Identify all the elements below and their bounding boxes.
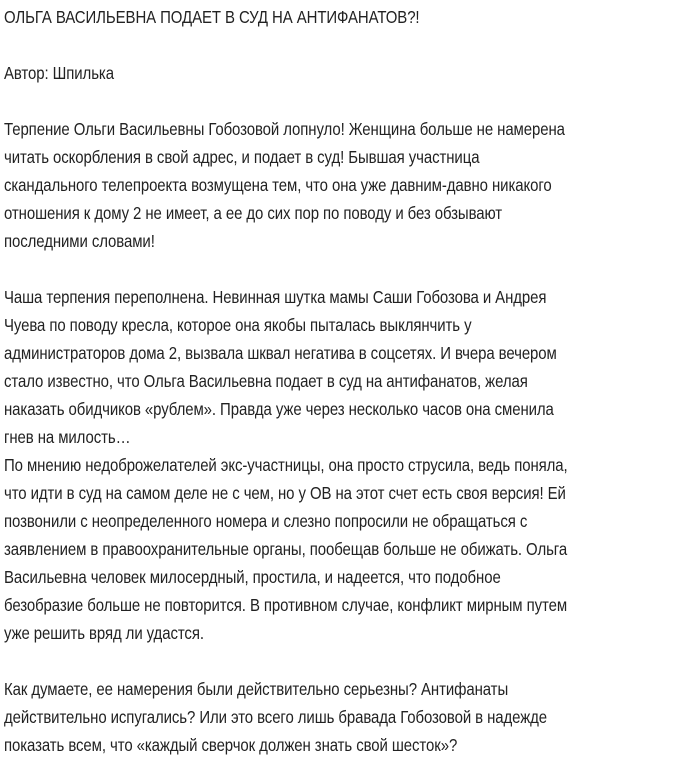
text-line: отношения к дому 2 не имеет, а ее до сих пор по поводу и без обзывают (4, 203, 503, 223)
paragraph-3 (4, 675, 688, 759)
text-line: стало известно, что Ольга Васильевна подает в суд на антифанатов, желая (4, 371, 528, 391)
spacer (4, 87, 688, 115)
text-line: Терпение Ольги Васильевны Гобозовой лопнуло! Женщина больше не намерена (4, 119, 565, 139)
article-title: ОЛЬГА ВАСИЛЬЕВНА ПОДАЕТ В СУД НА АНТИФАНАТОВ?! (4, 7, 420, 27)
paragraph-1 (4, 115, 688, 255)
text-line: Чуева по поводу кресла, которое она якобы пыталась выклянчить у (4, 315, 472, 335)
spacer (4, 647, 688, 675)
text-line: Как думаете, ее намерения были действительно серьезны? Антифанаты (4, 679, 509, 699)
text-line: позвонили с неопределенного номера и слезно попросили не обращаться с (4, 511, 528, 531)
spacer (4, 255, 688, 283)
text-line: безобразие больше не повторится. В противном случае, конфликт мирным путем (4, 595, 568, 615)
text-line: По мнению недоброжелателей экс-участницы, она просто струсила, ведь поняла, (4, 455, 568, 475)
text-line: скандального телепроекта возмущена тем, что она уже давним-давно никакого (4, 175, 552, 195)
spacer (4, 31, 688, 59)
text-line: читать оскорбления в свой адрес, и подает в суд! Бывшая участница (4, 147, 480, 167)
text-line: действительно испугались? Или это всего лишь бравада Гобозовой в надежде (4, 707, 548, 727)
text-line: уже решить вряд ли удастся. (4, 623, 204, 643)
text-line: показать всем, что «каждый сверчок должен знать свой шесток»? (4, 735, 458, 755)
article-author: Автор: Шпилька (4, 63, 114, 83)
article (4, 3, 688, 759)
text-line: что идти в суд на самом деле не с чем, но у ОВ на этот счет есть своя версия! Ей (4, 483, 566, 503)
text-line: последними словами! (4, 231, 155, 251)
paragraph-2 (4, 283, 688, 647)
text-line: гнев на милость… (4, 427, 131, 447)
text-line: заявлением в правоохранительные органы, пообещав больше не обижать. Ольга (4, 539, 568, 559)
text-line: Чаша терпения переполнена. Невинная шутка мамы Саши Гобозова и Андрея (4, 287, 547, 307)
text-line: администраторов дома 2, вызвала шквал негатива в соцсетях. И вчера вечером (4, 343, 557, 363)
text-line: наказать обидчиков «рублем». Правда уже через несколько часов она сменила (4, 399, 554, 419)
text-line: Васильевна человек милосердный, простила, и надеется, что подобное (4, 567, 501, 587)
